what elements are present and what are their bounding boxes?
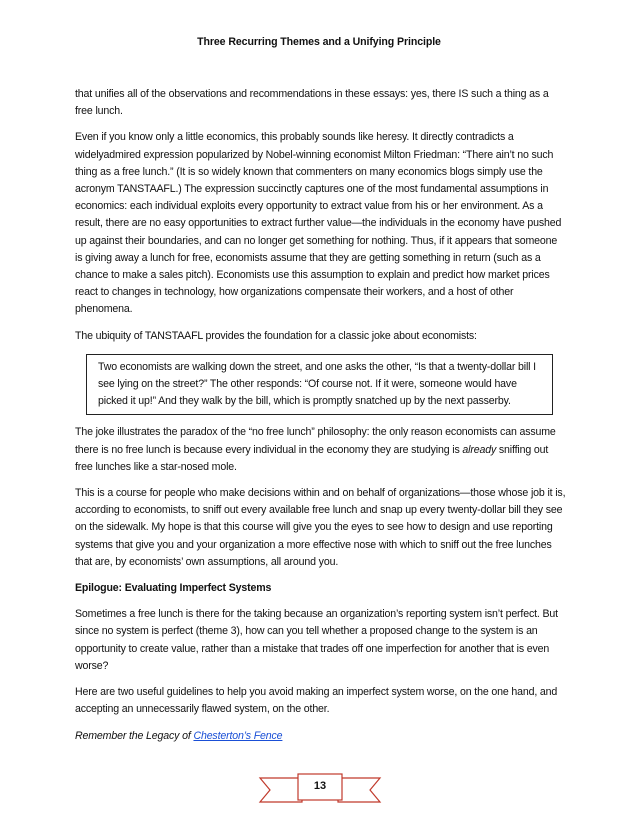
page-body	[75, 86, 567, 754]
chestertons-fence-link[interactable]: Chesterton’s Fence	[193, 729, 283, 742]
joke-quote-box	[86, 354, 553, 416]
subheading	[75, 728, 567, 745]
emphasis-text: already	[462, 443, 497, 456]
text-span: sniffing out free lunches like a star-nosed mole.	[75, 443, 549, 473]
paragraph: that unifies all of the observations and recommendations in these essays: yes, there IS such a thing as a free lunch.	[75, 88, 549, 118]
paragraph: This is a course for people who make decisions within and on behalf of organizations—those whose job it is, according to economists, to sniff out every available free lunch and snap up every twenty-dollar bill they see on the sidewalk. My hope is that this course will give you the eyes to see how to design and use reporting systems that give you and your organization a more effective nose with which to sniff out the free lunches that are, by economists’ own assumptions, all around you.	[75, 487, 566, 568]
quote-text: Two economists are walking down the street, and one asks the other, “Is that a twenty-dollar bill I see lying on the street?” The other responds: “Of course not. If it were, someone would have picked it up!” And they walk by the bill, which is promptly snatched up by the next passerby.	[98, 360, 536, 408]
paragraph: Even if you know only a little economics, this probably sounds like heresy. It directly contradicts a widelyadmired expression popularized by Nobel-winning economist Milton Friedman: “There ain’t no such thing as a free lunch.” (It is so widely known that commenters on many economics blogs simply use the acronym TANSTAAFL.) The expression succinctly captures one of the most fundamental assumptions in economics: each individual exploits every opportunity to extract value from his or her environment. As a result, there are no easy opportunities to extract further value—the individuals in the economy have pushed up against their boundaries, and can no longer get something for nothing. Thus, if it appears that someone is giving away a lunch for free, economists assume that they are getting something in return (such as a chance to make a sales pitch). Economists use this assumption to explain and predict how market prices react to changes in technology, how organizations compensate their workers, and a host of other phenomena.	[75, 131, 562, 316]
paragraph	[75, 424, 567, 476]
paragraph: Here are two useful guidelines to help you avoid making an imperfect system worse, on the one hand, and accepting an unnecessarily flawed system, on the other.	[75, 686, 558, 716]
paragraph: The ubiquity of TANSTAAFL provides the foundation for a classic joke about economists:	[75, 329, 477, 342]
page-number-ribbon	[258, 770, 382, 806]
running-header: Three Recurring Themes and a Unifying Principle	[197, 36, 441, 48]
subheading-text: Remember the Legacy of	[75, 729, 194, 742]
section-heading: Epilogue: Evaluating Imperfect Systems	[75, 582, 272, 595]
paragraph: Sometimes a free lunch is there for the taking because an organization’s reporting system isn’t perfect. But since no system is perfect (theme 3), how can you tell whether a proposed change to the system is an opportunity to create value, rather than a mistake that trades off one imperfection for another that is even worse?	[75, 608, 558, 672]
text-span: The joke illustrates the paradox of the “no free lunch” philosophy: the only reason economists can assume there is no free lunch is because every individual in the economy they are studying is	[75, 426, 556, 456]
page-number: 13	[313, 780, 327, 792]
